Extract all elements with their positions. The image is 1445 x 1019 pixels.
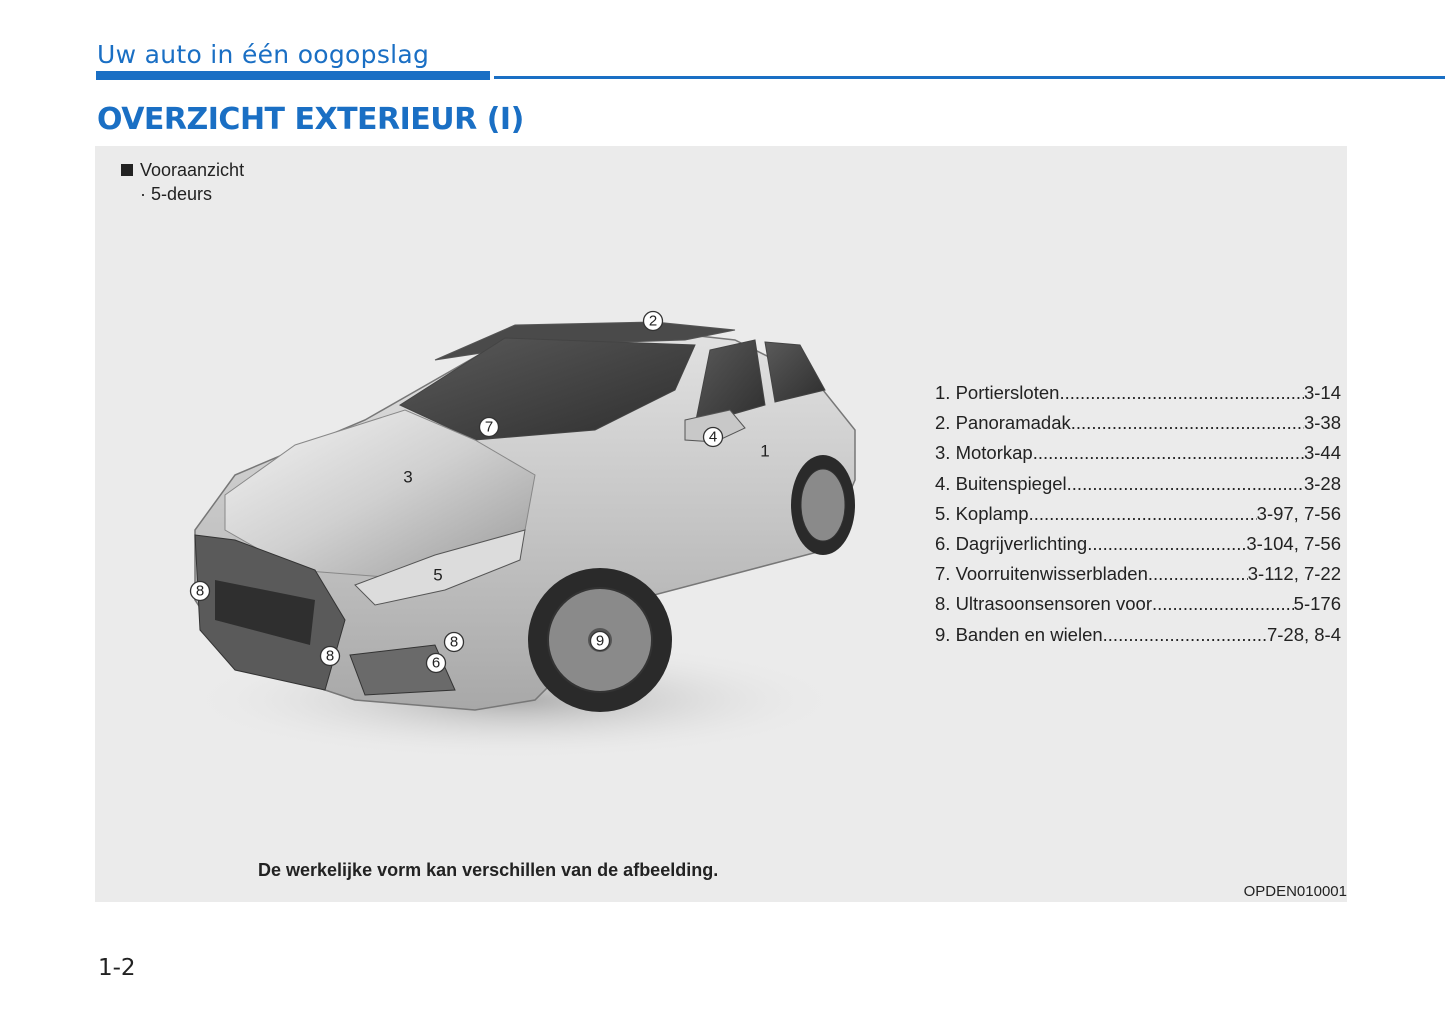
callout-5	[433, 566, 442, 585]
svg-text:8: 8	[325, 647, 335, 665]
svg-text:3: 3	[403, 467, 413, 487]
page-title: OVERZICHT EXTERIEUR (I)	[97, 102, 524, 137]
header-rule-thin	[494, 76, 1445, 79]
legend-item: 9. Banden en wielen ..... 7-28, 8-4	[935, 623, 1341, 653]
callout-9	[591, 632, 610, 651]
svg-text:5: 5	[433, 565, 443, 585]
component-legend	[935, 381, 1341, 653]
callout-3	[403, 468, 412, 487]
legend-item: 7. Voorruitenwisserbladen ..... 3-112, 7-22	[935, 562, 1341, 592]
svg-text:7: 7	[484, 418, 494, 436]
bullet-square-icon	[121, 164, 133, 176]
figure-code: OPDEN010001	[1243, 883, 1347, 900]
svg-text:6: 6	[431, 654, 441, 672]
callout-8-right	[445, 633, 464, 652]
figure-caption: De werkelijke vorm kan verschillen van de afbeelding.	[258, 860, 719, 880]
callout-4	[704, 428, 723, 447]
svg-text:8: 8	[449, 633, 459, 651]
callout-7	[480, 418, 499, 437]
car-illustration	[175, 300, 875, 770]
legend-item: 1. Portiersloten ..... 3-14	[935, 381, 1341, 411]
legend-item: 5. Koplamp ..... 3-97, 7-56	[935, 502, 1341, 532]
callout-8-center	[321, 647, 340, 666]
legend-item: 6. Dagrijverlichting ..... 3-104, 7-56	[935, 532, 1341, 562]
callout-1	[760, 442, 769, 461]
svg-text:8: 8	[195, 582, 205, 600]
callout-2	[644, 312, 663, 331]
section-title: Uw auto in één oogopslag	[97, 40, 430, 69]
view-sublabel: · 5-deurs	[140, 184, 213, 204]
legend-item: 2. Panoramadak ..... 3-38	[935, 411, 1341, 441]
svg-text:2: 2	[648, 312, 658, 330]
view-label-text: Vooraanzicht	[140, 160, 245, 180]
legend-item: 4. Buitenspiegel ..... 3-28	[935, 472, 1341, 502]
legend-item: 3. Motorkap ..... 3-44	[935, 441, 1341, 471]
svg-text:1: 1	[760, 441, 770, 461]
page-number: 1-2	[98, 955, 136, 981]
header-rule-thick	[96, 71, 490, 80]
svg-text:9: 9	[595, 632, 605, 650]
callout-8-left	[191, 582, 210, 601]
legend-item: 8. Ultrasoonsensoren voor ..... 5-176	[935, 592, 1341, 622]
svg-text:4: 4	[708, 428, 718, 446]
callout-6	[427, 654, 446, 673]
view-label	[121, 160, 244, 181]
